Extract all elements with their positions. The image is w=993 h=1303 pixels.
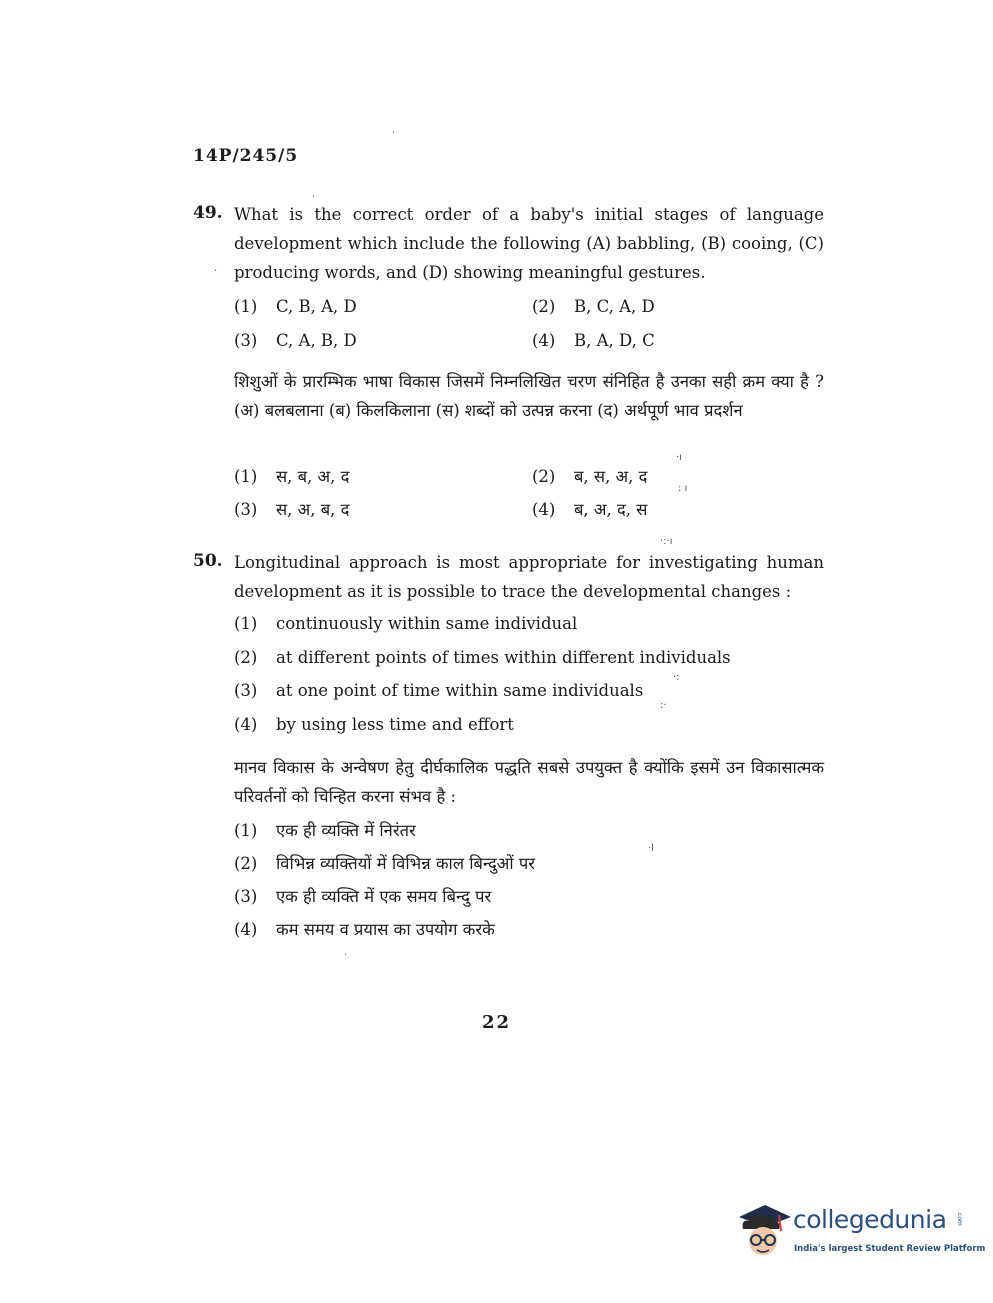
question-50-hindi: मानव विकास के अन्वेषण हेतु दीर्घकालिक पद्धति सबसे उपयुक्त है क्योंकि इसमें उन विकासात्मक परिवर्तनों को चिन्हित करना संभव है : — [234, 758, 824, 806]
option-number: (4) — [532, 500, 556, 519]
option-number: (3) — [234, 500, 258, 519]
scan-speck: : ı — [678, 483, 688, 494]
question-49-english: What is the correct order of a baby's initial stages of language development which include the following (A) babbling, (B) cooing, (C) producing words, and (D) showing meaningful gestures. — [234, 205, 824, 282]
question-49-hindi: शिशुओं के प्रारम्भिक भाषा विकास जिसमें निम्नलिखित चरण संनिहित है उनका सही क्रम क्या है ? (अ) बलबलाना (ब) किलकिलाना (स) शब्दों को उत्पन्न करना (द) अर्थपूर्ण भाव प्रदर्शन — [234, 372, 824, 420]
question-50-english: Longitudinal approach is most appropriate for investigating human development as it is possible to trace the developmental changes : — [234, 553, 824, 601]
q49-en-option-1 — [234, 297, 357, 316]
logo-tagline: India's largest Student Review Platform — [794, 1244, 986, 1254]
q50-en-option-4 — [234, 715, 514, 734]
page-number: 22 — [481, 1012, 512, 1033]
option-number: (4) — [234, 920, 258, 939]
q49-hi-option-3 — [234, 497, 349, 520]
q49-hi-option-4 — [532, 497, 647, 520]
option-text: एक ही व्यक्ति में निरंतर — [276, 821, 416, 840]
q50-en-option-2 — [234, 648, 731, 667]
scan-speck: :· — [660, 700, 667, 711]
option-text: continuously within same individual — [276, 614, 578, 633]
option-number: (1) — [234, 821, 258, 840]
option-text: ब, अ, द, स — [574, 500, 648, 519]
option-number: (3) — [234, 887, 258, 906]
question-49-number: 49. — [193, 203, 223, 223]
option-text: B, A, D, C — [574, 331, 655, 350]
q49-en-option-2 — [532, 297, 655, 316]
q50-hi-option-3 — [234, 884, 491, 907]
option-text: एक ही व्यक्ति में एक समय बिन्दु पर — [276, 887, 492, 906]
option-text: at different points of times within different individuals — [276, 648, 731, 667]
option-text: स, अ, ब, द — [276, 500, 350, 519]
logo-brand: collegedunia — [793, 1205, 947, 1234]
scan-speck: ·ı — [676, 452, 682, 463]
q49-hi-option-1 — [234, 464, 349, 487]
option-text: B, C, A, D — [574, 297, 655, 316]
q50-hi-option-4 — [234, 917, 495, 940]
q49-en-option-3 — [234, 331, 357, 350]
option-number: (1) — [234, 297, 258, 316]
q50-en-option-1 — [234, 614, 577, 633]
option-text: कम समय व प्रयास का उपयोग करके — [276, 920, 495, 939]
option-number: (4) — [234, 715, 258, 734]
q49-en-option-4 — [532, 331, 655, 350]
q50-hi-option-2 — [234, 851, 535, 874]
option-number: (3) — [234, 331, 258, 350]
scan-speck: · — [344, 950, 348, 961]
scan-speck: ·: — [673, 672, 680, 683]
option-text: by using less time and effort — [276, 715, 514, 734]
collegedunia-logo — [735, 1195, 986, 1265]
q50-hi-option-1 — [234, 818, 416, 841]
scan-speck: · — [392, 128, 396, 139]
logo-suffix: .com — [956, 1211, 963, 1226]
scan-speck: ·l — [648, 843, 654, 854]
option-number: (2) — [234, 854, 258, 873]
option-number: (2) — [532, 297, 556, 316]
q50-en-option-3 — [234, 681, 643, 700]
question-50-number: 50. — [193, 551, 223, 571]
option-number: (4) — [532, 331, 556, 350]
option-number: (3) — [234, 681, 258, 700]
option-number: (1) — [234, 614, 258, 633]
option-text: विभिन्न व्यक्तियों में विभिन्न काल बिन्दुओं पर — [276, 854, 536, 873]
q49-hi-option-2 — [532, 464, 647, 487]
scan-speck: ·:·ı — [660, 536, 673, 547]
option-number: (2) — [234, 648, 258, 667]
scan-speck: · — [312, 192, 316, 203]
option-text: at one point of time within same individuals — [276, 681, 644, 700]
option-text: C, A, B, D — [276, 331, 357, 350]
paper-code: 14P/245/5 — [193, 146, 299, 166]
option-number: (1) — [234, 467, 258, 486]
option-text: ब, स, अ, द — [574, 467, 648, 486]
option-number: (2) — [532, 467, 556, 486]
scan-speck: · — [214, 266, 218, 277]
option-text: स, ब, अ, द — [276, 467, 350, 486]
mascot-icon — [735, 1195, 793, 1261]
option-text: C, B, A, D — [276, 297, 357, 316]
